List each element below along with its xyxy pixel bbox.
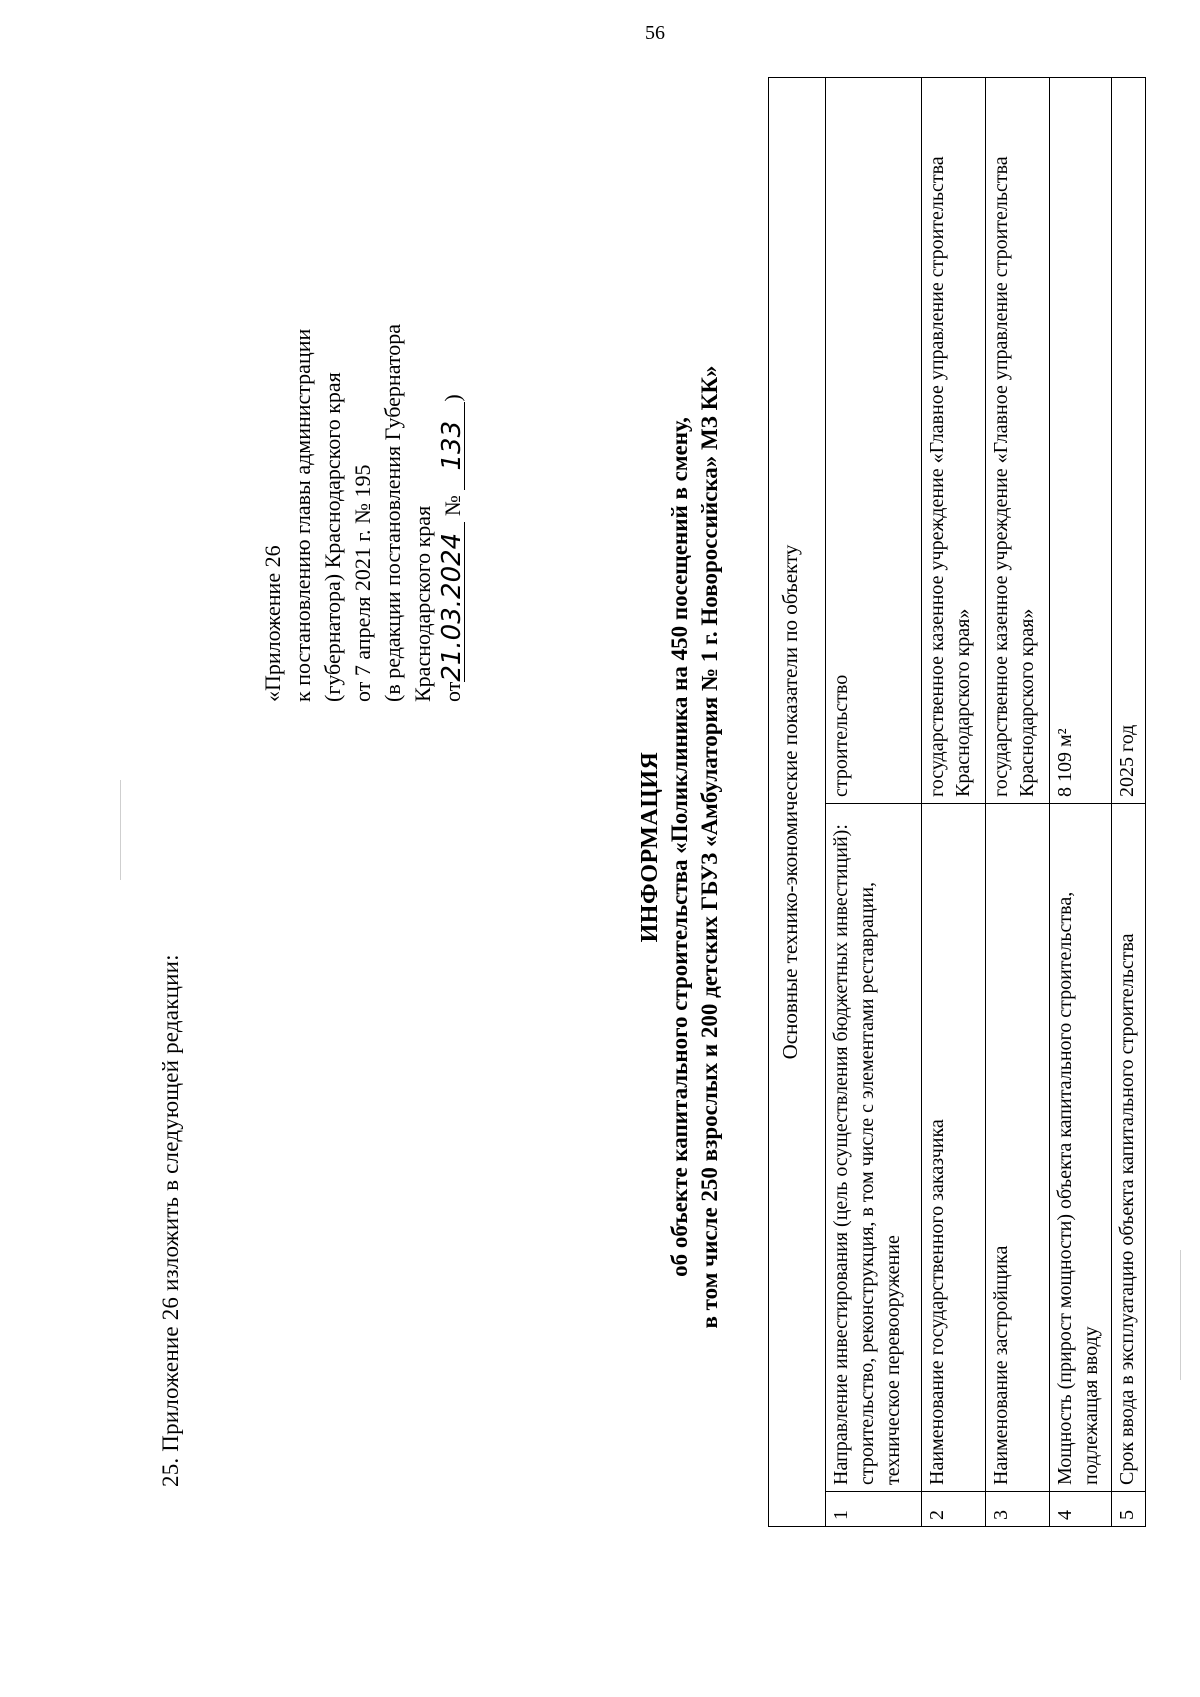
row-label: Мощность (прирост мощности) объекта капитального строительства, подлежащая вводу: [1050, 804, 1112, 1492]
title-subline: в том числе 250 взрослых и 200 детских ГБУЗ «Амбулатория № 1 г. Новороссийска» МЗ КК»: [697, 365, 722, 1329]
table-row: [986, 78, 1050, 1527]
table-header-row: [769, 78, 826, 1527]
row-label: Срок ввода в эксплуатацию объекта капитального строительства: [1112, 804, 1146, 1492]
table-row: [922, 78, 986, 1527]
table-row: [1112, 78, 1146, 1527]
from-prefix: от: [440, 681, 465, 702]
row-value: государственное казенное учреждение «Главное управление строительства Краснодарского края»: [986, 78, 1050, 804]
appendix-line: «Приложение 26: [260, 545, 285, 702]
intro-text: 25. Приложение 26 изложить в следующей редакции:: [158, 954, 183, 1487]
title-heading: ИНФОРМАЦИЯ: [637, 751, 663, 943]
appendix-line: к постановлению главы администрации: [290, 328, 315, 702]
row-label: Направление инвестирования (цель осуществления бюджетных инвестиций): строительство, реконструкция, в том числе с элементами реставрации, техническое перевооружение: [826, 804, 922, 1492]
row-label: Наименование государственного заказчика: [922, 804, 986, 1492]
handwritten-date: 21.03.2024: [440, 522, 465, 682]
appendix-line: (в редакции постановления Губернатора: [380, 324, 405, 702]
handwritten-number: 133: [440, 402, 465, 490]
close-paren: ): [440, 394, 465, 402]
appendix-heading: [258, 142, 468, 702]
row-value: государственное казенное учреждение «Главное управление строительства Краснодарского края»: [922, 78, 986, 804]
title-subline: об объекте капитального строительства «Поликлиника на 450 посещений в смену,: [667, 417, 692, 1277]
table-row: [1050, 78, 1112, 1527]
table-header: Основные технико-экономические показатели по объекту: [769, 78, 826, 1527]
appendix-date-line: [438, 142, 468, 702]
table-row: [826, 78, 922, 1527]
row-value: строительство: [826, 78, 922, 804]
appendix-line: от 7 апреля 2021 г. № 195: [350, 464, 375, 702]
page-number: 56: [645, 22, 665, 44]
appendix-line: (губернатора) Краснодарского края: [320, 372, 345, 702]
row-number: 1: [826, 1492, 922, 1527]
appendix-line: Краснодарского края: [410, 505, 435, 702]
indicators-table: [768, 77, 1146, 1527]
row-number: 4: [1050, 1492, 1112, 1527]
row-number: 5: [1112, 1492, 1146, 1527]
row-value: 2025 год: [1112, 78, 1146, 804]
row-number: 3: [986, 1492, 1050, 1527]
document-title: [635, 27, 725, 1667]
row-number: 2: [922, 1492, 986, 1527]
number-sign: №: [440, 495, 465, 517]
row-value: 8 109 м²: [1050, 78, 1112, 804]
row-label: Наименование застройщика: [986, 804, 1050, 1492]
